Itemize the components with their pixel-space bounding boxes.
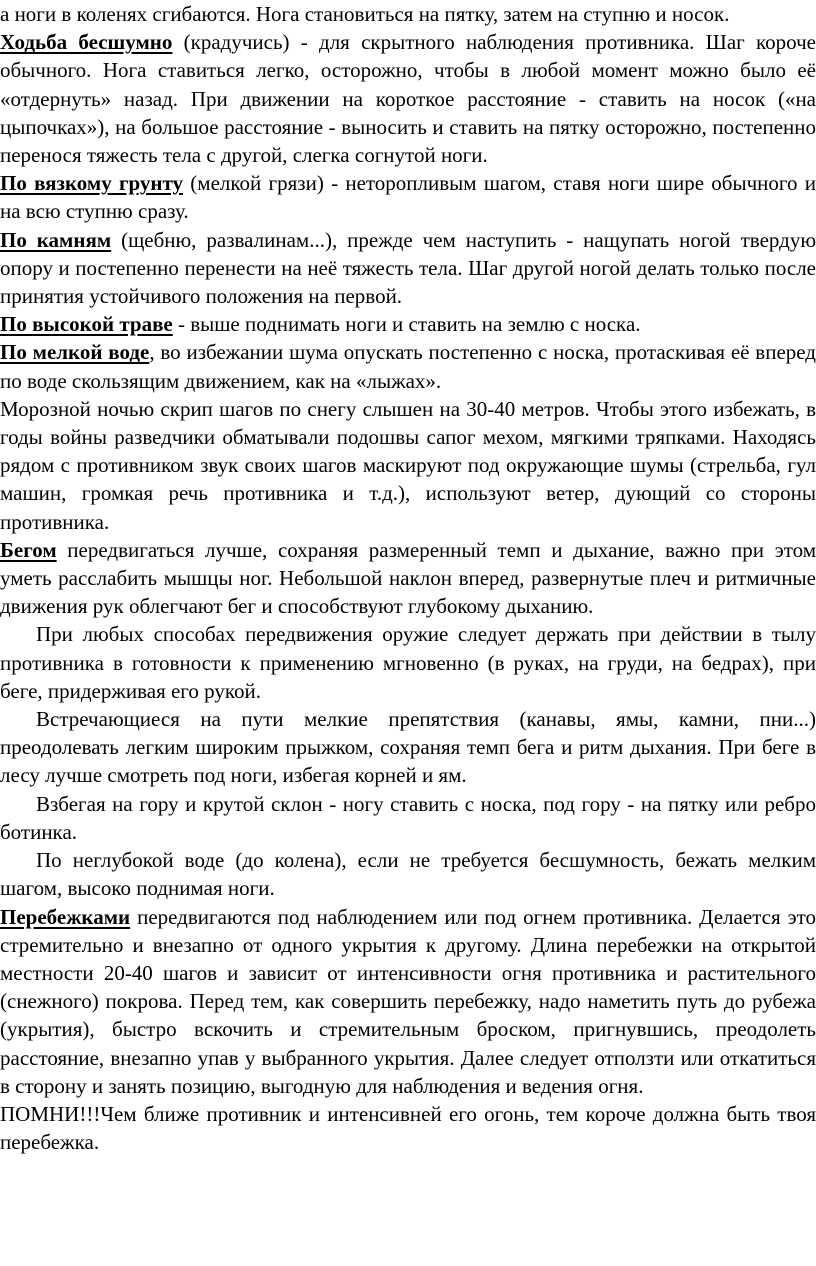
paragraph-term: По мелкой воде	[0, 340, 150, 365]
paragraph-text: а ноги в коленях сгибаются. Нога становиться на пятку, затем на ступню и носок.	[0, 2, 730, 26]
paragraph-text: передвигаются под наблюдением или под огнем противника. Делается это стремительно и внезапно от одного укрытия к другому. Длина перебежки на открытой местности 20-40 шагов и зависит от интенсивности огня противника и растительного (снежного) покрова. Перед тем, как совершить перебежку, надо наметить путь до рубежа (укрытия), быстро вскочить и стремительным броском, пригнувшись, преодолеть расстояние, внезапно упав у выбранного укрытия. Далее следует отползти или откатиться в сторону и занять позицию, выгодную для наблюдения и ведения огня.	[0, 904, 816, 1098]
paragraph-term: По камням	[0, 227, 112, 252]
paragraph-term: По высокой траве	[0, 312, 173, 337]
paragraph-text: (щебню, развалинам...), прежде чем наступить - нащупать ногой твердую опору и постепенно перенести на неё тяжесть тела. Шаг другой ногой делать только после принятия устойчивого положения на первой.	[0, 227, 816, 309]
paragraph-water-running	[0, 846, 816, 902]
paragraph-viscous-ground	[0, 169, 816, 225]
paragraph-text: Взбегая на гору и крутой склон - ногу ставить с носка, под гору - на пятку или ребро ботинка.	[0, 791, 816, 844]
paragraph-frosty-night	[0, 395, 816, 536]
paragraph-term: Бегом	[0, 537, 57, 562]
paragraph-text: (мелкой грязи) - неторопливым шагом, ставя ноги шире обычного и на всю ступню сразу.	[0, 171, 816, 224]
paragraph-stones	[0, 226, 816, 311]
paragraph-text: (крадучись) - для скрытного наблюдения противника. Шаг короче обычного. Нога ставиться легко, осторожно, чтобы в любой момент можно было её «отдернуть» назад. При движении на короткое расстояние - ставить на носок («на цыпочках»), на большое расстояние - выносить и ставить на пятку осторожно, постепенно перенося тяжесть тела с другой, слегка согнутой ноги.	[0, 30, 816, 168]
paragraph-slope	[0, 790, 816, 846]
paragraph-text: ПОМНИ!!!Чем ближе противник и интенсивней его огонь, тем короче должна быть твоя перебежка.	[0, 1101, 816, 1155]
paragraph-running	[0, 536, 816, 621]
paragraph-text: Морозной ночью скрип шагов по снегу слышен на 30-40 метров. Чтобы этого избежать, в годы войны разведчики обматывали подошвы сапог мехом, мягкими тряпками. Находясь рядом с противником звук своих шагов маскируют под окружающие шумы (стрельба, гул машин, громкая речь противника и т.д.), используют ветер, дующий со стороны противника.	[0, 396, 816, 534]
paragraph-term: Перебежками	[0, 904, 131, 929]
paragraph-term: По вязкому грунту	[0, 171, 184, 196]
paragraph-text: - выше поднимать ноги и ставить на землю с носка.	[172, 312, 641, 337]
paragraph-silent-walking	[0, 28, 816, 169]
paragraph-text: , во избежании шума опускать постепенно с носка, протаскивая её вперед по воде скользящим движением, как на «лыжах».	[0, 340, 816, 393]
paragraph-text: Встречающиеся на пути мелкие препятствия (канавы, ямы, камни, пни...) преодолевать легким широким прыжком, сохраняя темп бега и ритм дыхания. При беге в лесу лучше смотреть под ноги, избегая корней и ям.	[0, 707, 816, 788]
paragraph-text: передвигаться лучше, сохраняя размеренный темп и дыхание, важно при этом уметь расслабить мышцы ног. Небольшой наклон вперед, развернутые плеч и ритмичные движения рук облегчают бег и способствуют глубокому дыханию.	[0, 537, 816, 619]
paragraph-remember	[0, 1100, 816, 1156]
paragraph-obstacles	[0, 705, 816, 790]
paragraph-text: По неглубокой воде (до колена), если не требуется бесшумность, бежать мелким шагом, высоко поднимая ноги.	[0, 848, 816, 901]
paragraph-dashes	[0, 903, 816, 1100]
paragraph-text: При любых способах передвижения оружие следует держать при действии в тылу противника в готовности к применению мгновенно (в руках, на груди, на бедрах), при беге, придерживая его рукой.	[0, 622, 816, 703]
paragraph-term: Ходьба бесшумно	[0, 30, 173, 55]
paragraph-high-grass	[0, 310, 816, 338]
paragraph-weapon	[0, 620, 816, 705]
paragraph-shallow-water	[0, 338, 816, 394]
paragraph-continuation	[0, 0, 816, 28]
